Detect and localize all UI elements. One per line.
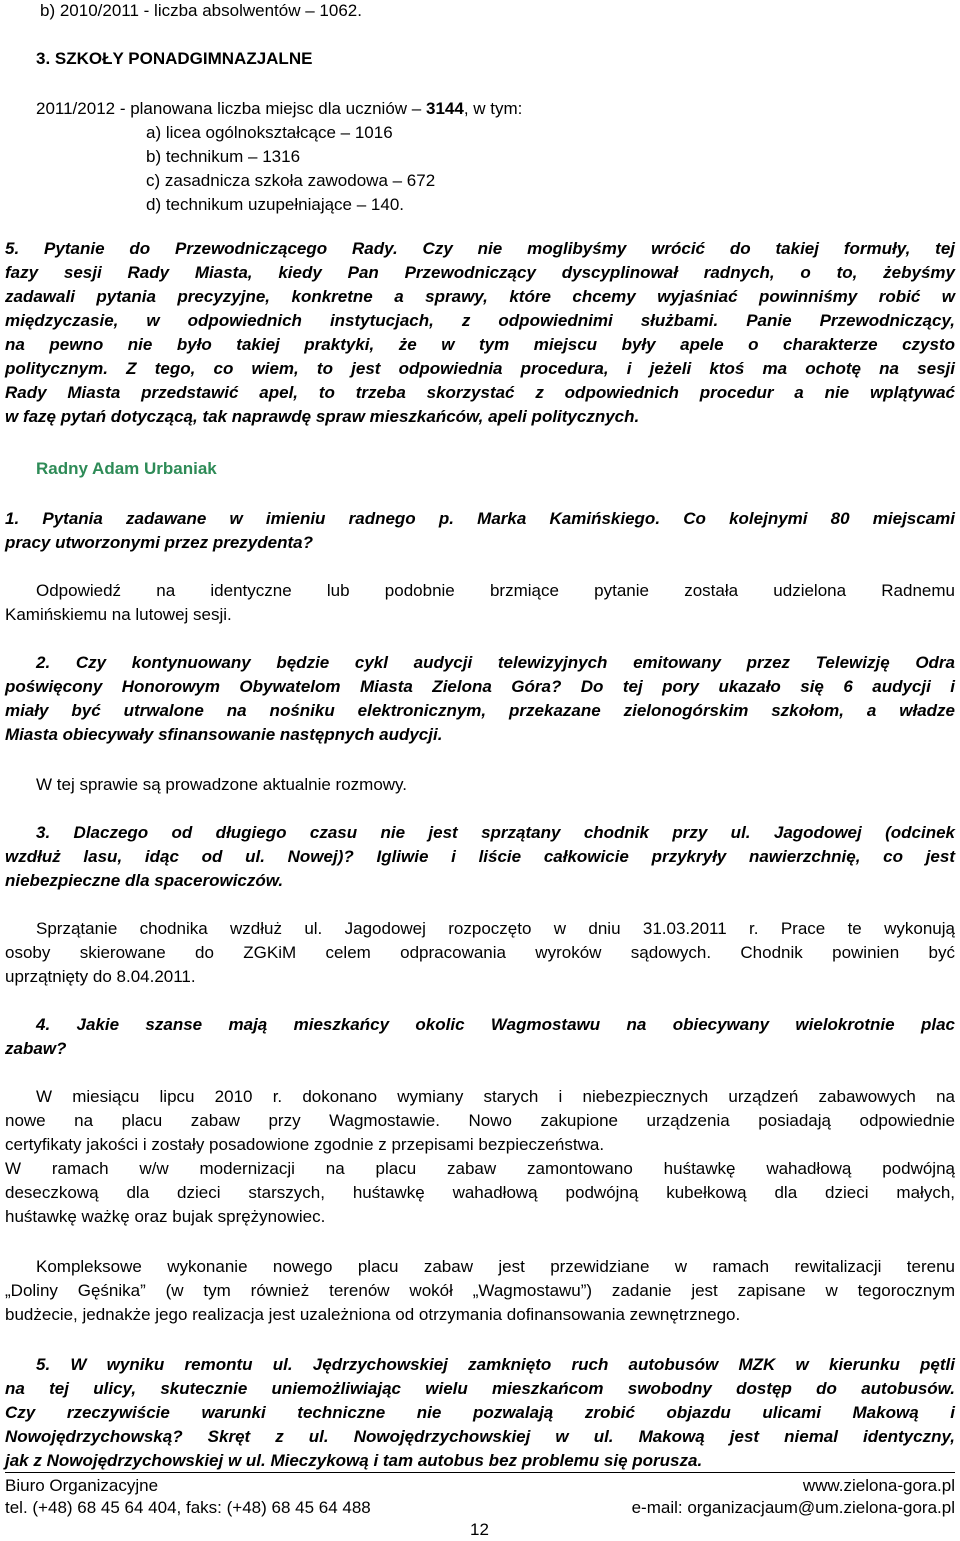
q4-answer-line: nowe na placu zabaw przy Wagmostawie. Nowo zakupione urządzenia posiadają odpowiednie xyxy=(5,1111,955,1130)
footer-office: Biuro Organizacyjne xyxy=(5,1476,159,1495)
q3-line: 3. Dlaczego od długiego czasu nie jest sprzątany chodnik przy ul. Jagodowej (odcinek xyxy=(36,823,955,842)
q5-line: politycznym. Z tego, co wiem, to jest odpowiednia procedura, i jeżeli ktoś ma ochotę na sesji xyxy=(5,359,955,378)
q3-answer-line: osoby skierowane do ZGKiM celem odpracowania wyroków sądowych. Chodnik powinien być xyxy=(5,943,955,962)
q4-line: 4. Jakie szanse mają mieszkańcy okolic Wagmostawu na obiecywany wielokrotnie plac xyxy=(36,1015,955,1034)
q1-answer-line: Kamińskiemu na lutowej sesji. xyxy=(5,605,232,624)
q3-answer-line: Sprzątanie chodnika wzdłuż ul. Jagodowej rozpoczęto w dniu 31.03.2011 r. Prace te wykonują xyxy=(36,919,955,938)
places-total: 3144 xyxy=(425,99,464,118)
footer-email-link[interactable]: e-mail: organizacjaum@um.zielona-gora.pl xyxy=(631,1498,955,1517)
q3-line: niebezpieczne dla spacerowiczów. xyxy=(5,871,284,890)
q3-line: wzdłuż lasu, idąc od ul. Nowej)? Igliwie i liście całkowicie przykryły nawierzchnię, co jest xyxy=(5,847,955,866)
q5b-line: 5. W wyniku remontu ul. Jędrzychowskiej zamknięto ruch autobusów MZK w kierunku pętli xyxy=(36,1355,955,1374)
list-item: b) technikum – 1316 xyxy=(146,147,301,166)
q4-answer-line: W ramach w/w modernizacji na placu zabaw zamontowano huśtawkę wahadłową podwójną xyxy=(5,1159,955,1178)
q5-line: międzyczasie, w odpowiednich instytucjach, z odpowiednimi służbami. Panie Przewodniczący, xyxy=(5,311,955,330)
q5-lead: 5. Pytanie do Przewodniczącego Rady. xyxy=(5,239,398,258)
q5-line: na pewno nie było takiej praktyki, że w tym miejscu były apele o charakterze czysto xyxy=(5,335,955,354)
q4-answer-line: huśtawkę ważkę oraz bujak sprężynowiec. xyxy=(5,1207,326,1226)
q5-line: fazy sesji Rady Miasta, kiedy Pan Przewodniczący dyscyplinował radnych, o to, żebyśmy xyxy=(5,263,955,282)
places-intro-text: 2011/2012 - planowana liczba miejsc dla uczniów – xyxy=(36,99,426,118)
page-number: 12 xyxy=(470,1520,489,1539)
q2-line: 2. Czy kontynuowany będzie cykl audycji telewizyjnych emitowany przez Telewizję Odra xyxy=(36,653,955,672)
q5b-line: Czy rzeczywiście warunki techniczne nie pozwalają zrobić objazdu ulicami Makową i xyxy=(5,1403,955,1422)
q4-answer-line: „Doliny Gęśnika” (w tym również terenów wokół „Wagmostawu”) zadanie jest zapisane w tegorocznym xyxy=(5,1281,955,1300)
q1-answer-line: Odpowiedź na identyczne lub podobnie brzmiące pytanie została udzielona Radnemu xyxy=(36,581,955,600)
list-item: c) zasadnicza szkoła zawodowa – 672 xyxy=(146,171,436,190)
q5b-line: na tej ulicy, skutecznie uniemożliwiając wielu mieszkańcom swobodny dostęp do autobusów. xyxy=(5,1379,955,1398)
q1-line: 1. Pytania zadawane w imieniu radnego p. Marka Kamińskiego. Co kolejnymi 80 miejscami xyxy=(5,509,955,528)
places-intro xyxy=(36,98,522,120)
q5-line: 5. Pytanie do Przewodniczącego Rady. Czy nie moglibyśmy wrócić do takiej formuły, tej xyxy=(5,239,955,258)
q1-line: pracy utworzonymi przez prezydenta? xyxy=(5,533,313,552)
places-intro-suffix: , w tym: xyxy=(463,99,523,118)
q4-answer-line: deseczkową dla dzieci starszych, huśtawkę wahadłową podwójną kubełkową dla dzieci małych, xyxy=(5,1183,955,1202)
q5-line: w fazę pytań dotyczącą, tak naprawdę spraw mieszkańców, apeli politycznych. xyxy=(5,407,640,426)
absolwenci-line: b) 2010/2011 - liczba absolwentów – 1062. xyxy=(40,1,362,20)
list-item: d) technikum uzupełniające – 140. xyxy=(146,195,404,214)
q2-line: poświęcony Honorowym Obywatelom Miasta Zielona Góra? Do tej pory ukazało się 6 audycji i xyxy=(5,677,955,696)
councillor-name: Radny Adam Urbaniak xyxy=(36,459,217,478)
q5-line: zadawali pytania precyzyjne, konkretne a sprawy, które chcemy wyjaśniać powinniśmy robić w xyxy=(5,287,955,306)
q4-answer-line: W miesiącu lipcu 2010 r. dokonano wymiany starych i niebezpiecznych urządzeń zabawowych na xyxy=(36,1087,955,1106)
q5b-line: jak z Nowojędrzychowskiej w ul. Mieczykową i tam autobus bez problemu się porusza. xyxy=(5,1451,703,1470)
q2-line: Miasta obiecywały sfinansowanie następnych audycji. xyxy=(5,725,443,744)
q5-line: Rady Miasta przedstawić apel, to trzeba skorzystać z odpowiednich procedur a nie wplątywać xyxy=(5,383,955,402)
q4-line: zabaw? xyxy=(5,1039,67,1058)
q3-answer-line: uprzątnięty do 8.04.2011. xyxy=(5,967,196,986)
footer-phone: tel. (+48) 68 45 64 404, faks: (+48) 68 45 64 488 xyxy=(5,1498,371,1517)
q4-answer-line: Kompleksowe wykonanie nowego placu zabaw jest przewidziane w ramach rewitalizacji terenu xyxy=(36,1257,955,1276)
q4-answer-line: certyfikaty jakości i zostały posadowione zgodnie z przepisami bezpieczeństwa. xyxy=(5,1135,605,1154)
q5b-line: Nowojędrzychowską? Skręt z ul. Nowojędrzychowskiej w ul. Makową jest niemal identyczny, xyxy=(5,1427,955,1446)
list-item: a) licea ogólnokształcące – 1016 xyxy=(146,123,393,142)
q2-answer: W tej sprawie są prowadzone aktualnie rozmowy. xyxy=(36,775,408,794)
q2-line: miały być utrwalone na nośniku elektronicznym, przekazane zielonogórskim szkołom, a władze xyxy=(5,701,955,720)
footer-website-link[interactable]: www.zielona-gora.pl xyxy=(802,1476,955,1495)
section-heading: 3. SZKOŁY PONADGIMNAZJALNE xyxy=(36,49,313,68)
footer-rule xyxy=(5,1472,955,1473)
q4-answer-line: budżecie, jednakże jego realizacja jest uzależniona od otrzymania dofinansowania zewnętrznego. xyxy=(5,1305,741,1324)
